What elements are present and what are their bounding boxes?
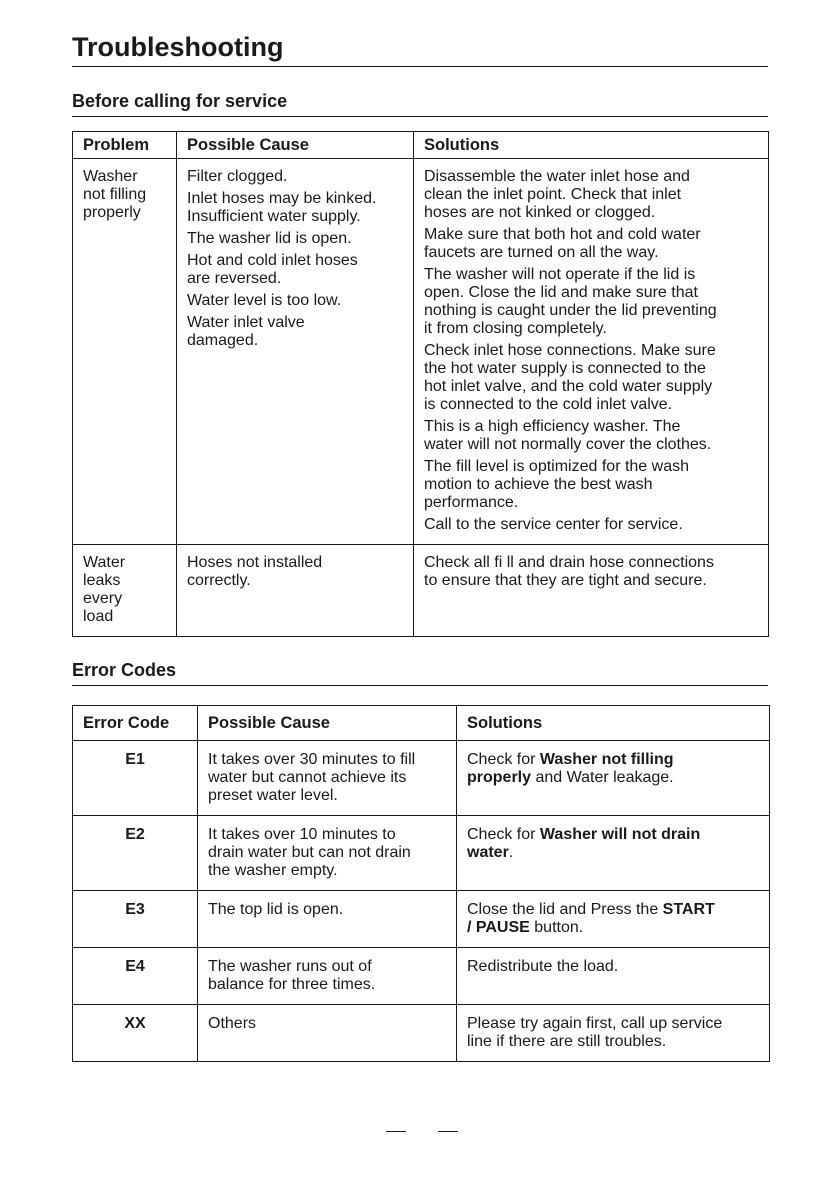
solution-item: Check all fi ll and drain hose connections to ensure that they are tight and secure.	[424, 554, 714, 589]
table-row	[73, 741, 770, 816]
header-possible-cause: Possible Cause	[198, 706, 457, 741]
table-row	[73, 1005, 770, 1062]
solution-item: Check inlet hose connections. Make sure the hot water supply is connected to the hot inlet valve, and the cold water supply is connected to the cold inlet valve.	[424, 342, 716, 413]
cause-cell	[198, 948, 457, 1005]
error-code: E4	[73, 948, 198, 1005]
solution-emphasis: Washer will not drain water	[467, 826, 701, 861]
cause-text: Others	[208, 1015, 257, 1032]
page-number-dash-left	[386, 1131, 406, 1132]
solution-text-part: Check for	[467, 826, 540, 843]
header-solutions: Solutions	[414, 132, 769, 159]
cause-item: Inlet hoses may be kinked. Insufficient water supply.	[187, 190, 377, 225]
solution-text	[467, 826, 759, 862]
cause-item: Filter clogged.	[187, 168, 288, 185]
cause-text: It takes over 10 minutes to drain water but can not drain the washer empty.	[208, 826, 411, 879]
solution-cell	[414, 545, 769, 637]
solution-text-part: Redistribute the load.	[467, 958, 619, 975]
solution-cell	[414, 159, 769, 545]
cause-item: Water inlet valve damaged.	[187, 314, 305, 349]
solution-text	[467, 751, 759, 787]
cause-cell	[177, 545, 414, 637]
solution-item: This is a high efficiency washer. The water will not normally cover the clothes.	[424, 418, 712, 453]
problem-cell	[73, 545, 177, 637]
cause-cell	[198, 891, 457, 948]
solution-emphasis: START / PAUSE	[467, 901, 715, 936]
cause-cell	[177, 159, 414, 545]
error-codes-table	[72, 705, 770, 1062]
solution-text-part: Check for	[467, 751, 540, 768]
solution-text-part: Please try again first, call up service line if there are still troubles.	[467, 1015, 723, 1050]
solution-item: Disassemble the water inlet hose and clean the inlet point. Check that inlet hoses are not kinked or clogged.	[424, 168, 690, 221]
section-title-service: Before calling for service	[72, 90, 768, 117]
solution-cell	[457, 816, 770, 891]
error-code: XX	[73, 1005, 198, 1062]
problem-cell	[73, 159, 177, 545]
cause-item: The washer lid is open.	[187, 230, 352, 247]
solution-cell	[457, 741, 770, 816]
error-code: E2	[73, 816, 198, 891]
cause-cell	[198, 816, 457, 891]
troubleshooting-table	[72, 131, 769, 637]
solution-item: Make sure that both hot and cold water faucets are turned on all the way.	[424, 226, 701, 261]
header-problem: Problem	[73, 132, 177, 159]
page-title: Troubleshooting	[72, 30, 768, 67]
problem-text: Water leaks every load	[83, 554, 126, 625]
error-code: E1	[73, 741, 198, 816]
solution-text-part: .	[508, 844, 514, 861]
solution-cell	[457, 1005, 770, 1062]
cause-text: It takes over 30 minutes to fill water but cannot achieve its preset water level.	[208, 751, 416, 804]
table-row	[73, 948, 770, 1005]
solution-text	[467, 958, 759, 976]
solution-text-part: Close the lid and Press the	[467, 901, 663, 918]
header-solutions: Solutions	[457, 706, 770, 741]
cause-cell	[198, 741, 457, 816]
solution-item: The fill level is optimized for the wash motion to achieve the best wash performance.	[424, 458, 689, 511]
solution-text-part: and Water leakage.	[531, 769, 674, 786]
header-possible-cause: Possible Cause	[177, 132, 414, 159]
table-header-row	[73, 132, 769, 159]
table-row	[73, 159, 769, 545]
problem-text: Washer not filling properly	[83, 168, 147, 221]
page-number-dash-right	[438, 1131, 458, 1132]
cause-cell	[198, 1005, 457, 1062]
table-row	[73, 891, 770, 948]
solution-cell	[457, 891, 770, 948]
cause-item: Hot and cold inlet hoses are reversed.	[187, 252, 358, 287]
solution-cell	[457, 948, 770, 1005]
cause-item: Water level is too low.	[187, 292, 342, 309]
cause-text: The washer runs out of balance for three times.	[208, 958, 376, 993]
solution-text-part: button.	[529, 919, 584, 936]
solution-text	[467, 901, 759, 937]
cause-item: Hoses not installed correctly.	[187, 554, 323, 589]
cause-text: The top lid is open.	[208, 901, 344, 918]
table-row	[73, 816, 770, 891]
header-error-code: Error Code	[73, 706, 198, 741]
table-row	[73, 545, 769, 637]
solution-text	[467, 1015, 759, 1051]
error-code: E3	[73, 891, 198, 948]
solution-emphasis: Washer not filling properly	[467, 751, 674, 786]
solution-item: The washer will not operate if the lid is open. Close the lid and make sure that nothing is caught under the lid preventing it from closing completely.	[424, 266, 717, 337]
section-title-error-codes: Error Codes	[72, 659, 768, 686]
table-header-row	[73, 706, 770, 741]
solution-item: Call to the service center for service.	[424, 516, 683, 533]
